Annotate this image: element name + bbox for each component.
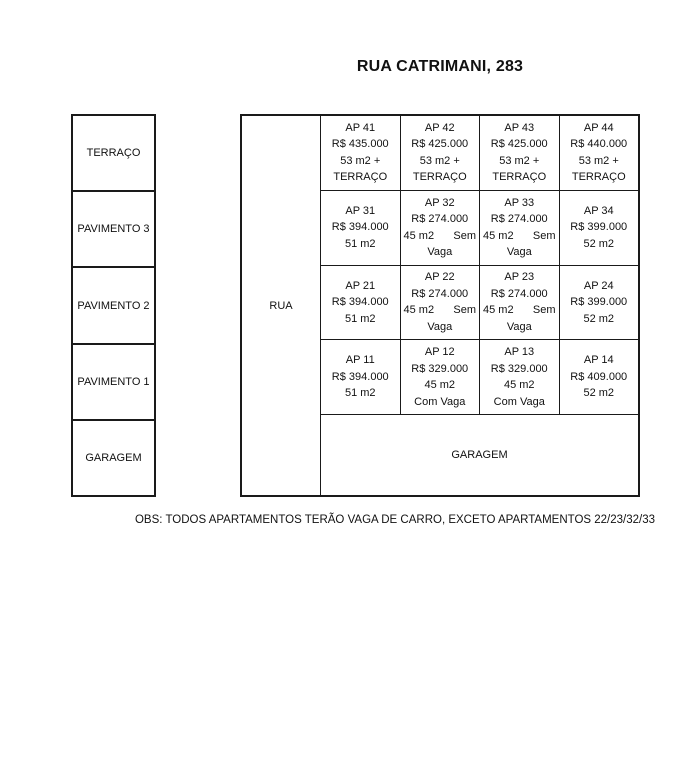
unit-price: R$ 394.000 xyxy=(331,370,389,383)
unit-price: R$ 440.000 xyxy=(570,138,628,151)
unit-price: R$ 425.000 xyxy=(490,138,548,151)
unit-id: AP 21 xyxy=(345,279,376,292)
unit-detail-left: 45 m2 xyxy=(403,229,435,242)
unit-cell-ap-41 xyxy=(320,116,400,191)
unit-id: AP 34 xyxy=(583,204,614,217)
unit-detail-right: Sem xyxy=(532,229,556,242)
unit-detail: TERRAÇO xyxy=(571,171,626,184)
unit-detail-left: 45 m2 xyxy=(483,304,514,317)
unit-cell-ap-32 xyxy=(400,191,480,266)
note-text: OBS: TODOS APARTAMENTOS TERÃO VAGA DE CARRO, EXCETO APARTAMENTOS 22/23/32/33 xyxy=(134,514,655,526)
unit-price: R$ 329.000 xyxy=(490,362,548,375)
floor-cell-garagem: GARAGEM xyxy=(85,451,142,464)
unit-cell-ap-33 xyxy=(479,191,559,266)
unit-cell-ap-24 xyxy=(559,266,639,341)
unit-price: R$ 274.000 xyxy=(411,287,469,300)
unit-detail: TERRAÇO xyxy=(492,171,547,184)
unit-cell-ap-44 xyxy=(559,116,639,191)
unit-detail: Com Vaga xyxy=(493,395,545,408)
unit-id: AP 24 xyxy=(583,279,614,292)
unit-detail: 52 m2 xyxy=(583,387,615,400)
unit-id: AP 23 xyxy=(504,271,535,284)
unit-cell-ap-13 xyxy=(479,340,559,415)
unit-id: AP 22 xyxy=(424,271,455,284)
unit-cell-ap-31 xyxy=(320,191,400,266)
unit-detail: Vaga xyxy=(427,320,453,333)
unit-detail-right: Sem xyxy=(453,229,476,242)
unit-cell-ap-14 xyxy=(559,340,639,415)
garage-cell: GARAGEM xyxy=(320,415,638,495)
unit-detail xyxy=(483,228,556,245)
unit-id: AP 33 xyxy=(504,196,535,209)
floor-cell-pavimento-3: PAVIMENTO 3 xyxy=(73,192,154,268)
unit-cell-ap-11 xyxy=(320,340,400,415)
unit-detail: 45 m2 xyxy=(424,379,456,392)
unit-id: AP 11 xyxy=(345,354,375,367)
unit-price: R$ 329.000 xyxy=(411,362,469,375)
unit-cell-ap-22 xyxy=(400,266,480,341)
unit-id: AP 44 xyxy=(583,121,614,134)
unit-detail xyxy=(404,302,477,319)
unit-price: R$ 435.000 xyxy=(331,138,389,151)
unit-detail: Vaga xyxy=(506,246,532,259)
unit-detail: TERRAÇO xyxy=(412,171,467,184)
unit-cell-ap-42 xyxy=(400,116,480,191)
floor-cell-pavimento-1: PAVIMENTO 1 xyxy=(73,345,154,421)
unit-detail: TERRAÇO xyxy=(333,171,388,184)
street-cell: RUA xyxy=(269,299,293,312)
unit-cell-ap-21 xyxy=(320,266,400,341)
unit-detail xyxy=(483,302,556,319)
unit-price: R$ 409.000 xyxy=(570,370,628,383)
unit-price: R$ 274.000 xyxy=(411,213,469,226)
unit-detail-right: Sem xyxy=(453,304,476,317)
unit-detail: 52 m2 xyxy=(583,312,615,325)
floor-cell-terraco: TERRAÇO xyxy=(73,116,154,192)
unit-price: R$ 274.000 xyxy=(490,287,548,300)
floor-stack-column xyxy=(71,114,156,497)
unit-detail: 51 m2 xyxy=(344,387,376,400)
unit-id: AP 12 xyxy=(424,346,455,359)
unit-id: AP 42 xyxy=(424,121,455,134)
unit-detail: 45 m2 xyxy=(503,379,535,392)
unit-detail: 53 m2 + xyxy=(578,154,619,167)
unit-detail: Com Vaga xyxy=(414,395,466,408)
unit-detail-right: Sem xyxy=(532,304,556,317)
unit-detail: 52 m2 xyxy=(583,237,615,250)
unit-id: AP 13 xyxy=(504,346,535,359)
unit-price: R$ 399.000 xyxy=(570,221,628,234)
unit-detail: Vaga xyxy=(506,320,532,333)
unit-cell-ap-34 xyxy=(559,191,639,266)
unit-id: AP 32 xyxy=(424,196,455,209)
unit-cell-ap-43 xyxy=(479,116,559,191)
unit-cell-ap-12 xyxy=(400,340,480,415)
unit-id: AP 31 xyxy=(345,204,376,217)
unit-id: AP 43 xyxy=(504,121,535,134)
unit-id: AP 41 xyxy=(345,121,376,134)
unit-detail xyxy=(404,228,477,245)
page-title: RUA CATRIMANI, 283 xyxy=(356,58,524,75)
unit-detail: 53 m2 + xyxy=(419,154,460,167)
unit-cell-ap-23 xyxy=(479,266,559,341)
building-units-table xyxy=(240,114,640,497)
unit-detail: 51 m2 xyxy=(344,237,376,250)
unit-price: R$ 274.000 xyxy=(490,213,548,226)
unit-price: R$ 394.000 xyxy=(331,221,389,234)
unit-price: R$ 425.000 xyxy=(411,138,469,151)
unit-id: AP 14 xyxy=(583,354,614,367)
unit-detail: Vaga xyxy=(427,246,453,259)
floor-cell-pavimento-2: PAVIMENTO 2 xyxy=(73,268,154,344)
unit-detail-left: 45 m2 xyxy=(483,229,514,242)
unit-price: R$ 399.000 xyxy=(570,296,628,309)
unit-detail: 53 m2 + xyxy=(340,154,381,167)
unit-detail: 51 m2 xyxy=(344,312,376,325)
unit-detail: 53 m2 + xyxy=(499,154,540,167)
unit-detail-left: 45 m2 xyxy=(403,304,435,317)
unit-price: R$ 394.000 xyxy=(331,296,389,309)
